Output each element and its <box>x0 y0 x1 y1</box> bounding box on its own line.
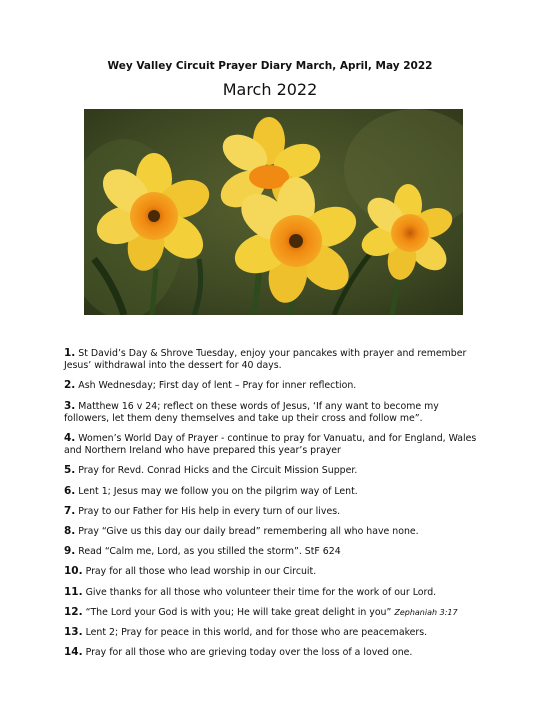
prayer-entry-6: 6. Lent 1; Jesus may we follow you on the pilgrim way of Lent. <box>64 484 358 497</box>
daffodil-illustration <box>84 109 463 315</box>
prayer-entry-11: 11. Give thanks for all those who volunteer their time for the work of our Lord. <box>64 585 437 598</box>
prayer-entry-3: 3. Matthew 16 v 24; reflect on these words of Jesus, ‘If any want to become my followers, let them deny themselves and take up their cross and follow me”. <box>64 399 439 424</box>
prayer-entry-2: 2. Ash Wednesday; First day of lent – Pray for inner reflection. <box>64 379 357 392</box>
prayer-entry-13: 13. Lent 2; Pray for peace in this world, and for those who are peacemakers. <box>64 626 428 639</box>
month-heading: March 2022 <box>222 80 318 99</box>
prayer-entry-12: 12. “The Lord your God is with you; He will take great delight in you” Zephaniah 3:17 <box>64 605 458 618</box>
document-title: Wey Valley Circuit Prayer Diary March, April, May 2022 <box>107 60 433 72</box>
prayer-entry-5: 5. Pray for Revd. Conrad Hicks and the Circuit Mission Supper. <box>64 464 358 477</box>
prayer-entry-14: 14. Pray for all those who are grieving today over the loss of a loved one. <box>64 646 413 659</box>
prayer-entry-4: 4. Women’s World Day of Prayer - continue to pray for Vanuatu, and for England, Wales and Northern Ireland who have prepared this year’s prayer <box>64 432 477 457</box>
prayer-entry-7: 7. Pray to our Father for His help in every turn of our lives. <box>64 504 341 517</box>
prayer-list <box>64 347 484 666</box>
prayer-entry-8: 8. Pray “Give us this day our daily bread” remembering all who have none. <box>64 525 419 538</box>
scripture-citation: Zephaniah 3:17 <box>394 607 458 617</box>
prayer-entry-1: 1. St David’s Day & Shrove Tuesday, enjoy your pancakes with prayer and remember Jesus’ withdrawal into the dessert for 40 days. <box>64 347 467 372</box>
daffodil-photo <box>84 109 463 315</box>
prayer-entry-10: 10. Pray for all those who lead worship in our Circuit. <box>64 565 317 578</box>
prayer-entry-9: 9. Read “Calm me, Lord, as you stilled the storm”. StF 624 <box>64 545 341 558</box>
